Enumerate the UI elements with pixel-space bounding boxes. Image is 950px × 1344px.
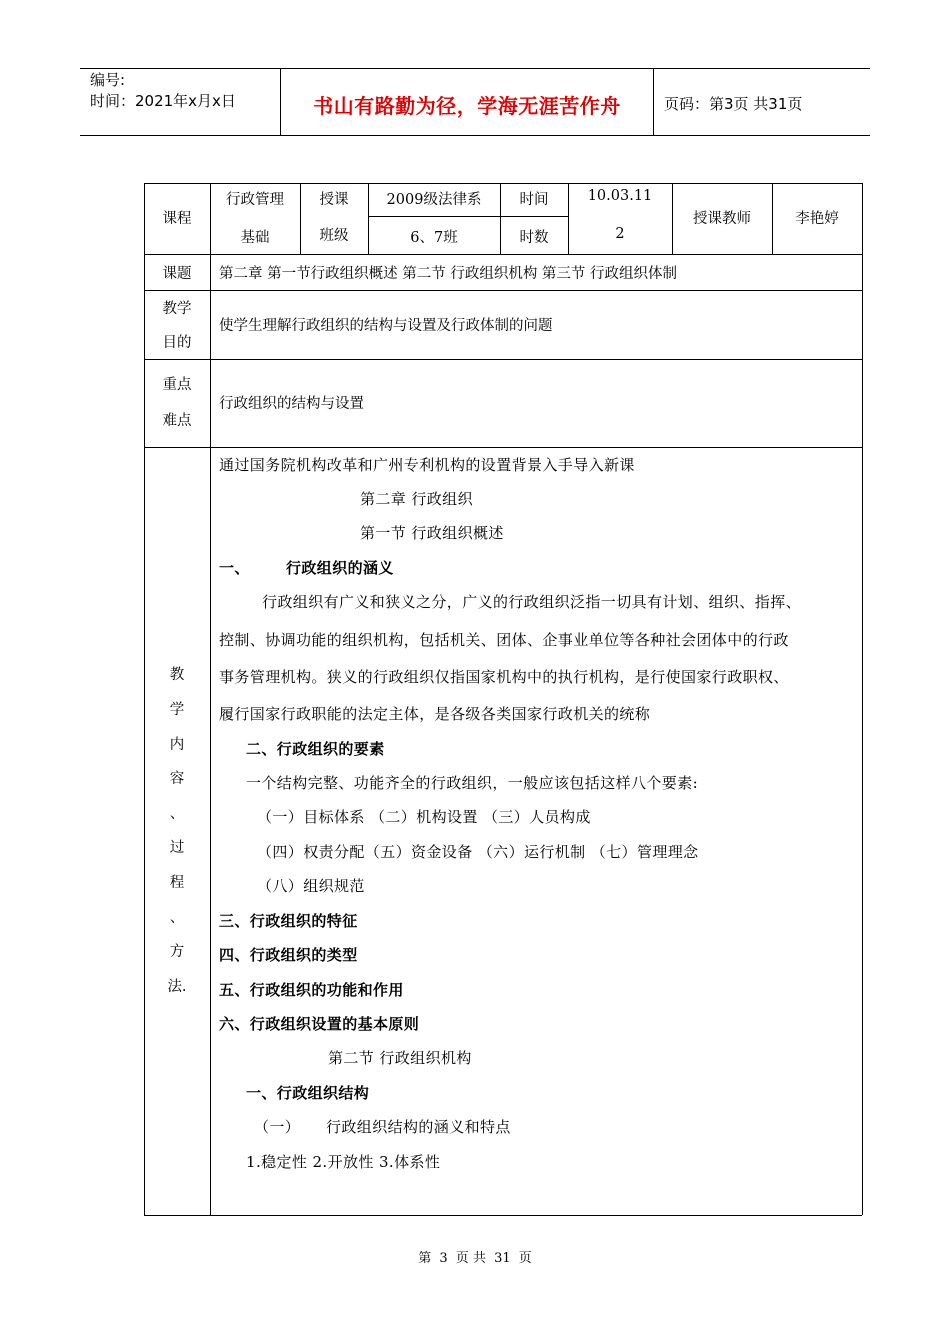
key-label-line2: 难点 xyxy=(162,413,192,429)
class-label-line1: 授课 xyxy=(319,192,349,208)
table-row-line xyxy=(144,290,862,291)
hours-label: 时数 xyxy=(519,230,549,246)
class-value-line1: 2009级法律系 xyxy=(386,192,482,208)
header-divider-right xyxy=(653,69,654,135)
teacher-name: 李艳婷 xyxy=(795,211,839,227)
paragraph-line: 行政组织有广义和狭义之分，广义的行政组织泛指一切具有计划、组织、指挥、 xyxy=(262,593,802,611)
course-label: 课程 xyxy=(162,211,192,227)
section2-title: 第二节 行政组织机构 xyxy=(328,1049,472,1067)
table-border-bottom xyxy=(144,1215,862,1216)
content-label-char: 、 xyxy=(169,806,185,822)
class-label-line2: 班级 xyxy=(319,228,349,244)
table-row-line xyxy=(144,254,862,255)
section2-list: 1.稳定性 2.开放性 3.体系性 xyxy=(246,1153,441,1171)
header-page-info: 页码：第3页 共31页 xyxy=(664,95,803,113)
topic-value: 第二章 第一节行政组织概述 第二节 行政组织机构 第三节 行政组织体制 xyxy=(219,266,678,282)
aim-value: 使学生理解行政组织的结构与设置及行政体制的问题 xyxy=(219,318,553,334)
table-row-split-time xyxy=(368,216,568,217)
paragraph-line: 履行国家行政职能的法定主体，是各级各类国家行政机关的统称 xyxy=(219,705,651,723)
footer-page-number: 3 xyxy=(439,1251,448,1266)
heading-2: 二、行政组织的要素 xyxy=(246,740,385,758)
hours-value: 2 xyxy=(615,226,625,242)
chapter-title: 第二章 行政组织 xyxy=(360,490,473,508)
elements-line: （四）权责分配（五）资金设备 （六）运行机制 （七）管理理念 xyxy=(257,843,699,861)
content-label-char: 过 xyxy=(169,840,185,856)
topic-label: 课题 xyxy=(162,266,192,282)
content-label-char: 内 xyxy=(169,737,185,753)
table-column-line xyxy=(210,183,211,1215)
paragraph-line: 事务管理机构。狭义的行政组织仅指国家机构中的执行机构，是行使国家行政职权、 xyxy=(219,668,789,686)
section1-title: 第一节 行政组织概述 xyxy=(360,524,504,542)
heading-1-number: 一、 xyxy=(219,559,250,577)
content-label-char: 学 xyxy=(169,702,185,718)
header-divider-left xyxy=(280,69,281,135)
footer-total-pages: 31 xyxy=(494,1251,511,1266)
section2-sub-text: 行政组织结构的涵义和特点 xyxy=(326,1118,511,1136)
teacher-label: 授课教师 xyxy=(693,211,751,227)
table-row-line xyxy=(144,447,862,448)
key-label-line1: 重点 xyxy=(162,377,192,393)
intro-text: 通过国务院机构改革和广州专利机构的设置背景入手导入新课 xyxy=(219,456,635,474)
footer-suffix: 页 xyxy=(518,1251,532,1266)
content-label-char: 、 xyxy=(169,910,185,926)
paragraph-line: 控制、协调功能的组织机构，包括机关、团体、企事业单位等各种社会团体中的行政 xyxy=(219,631,789,649)
elements-intro: 一个结构完整、功能齐全的行政组织，一般应该包括这样八个要素: xyxy=(246,774,699,792)
table-border-right xyxy=(862,183,863,1215)
heading-4: 四、行政组织的类型 xyxy=(219,946,358,964)
elements-line: （一）目标体系 （二）机构设置 （三）人员构成 xyxy=(257,808,591,826)
section2-heading-1: 一、行政组织结构 xyxy=(246,1084,370,1102)
elements-line: （八）组织规范 xyxy=(257,877,365,895)
header-top-rule xyxy=(80,68,870,69)
content-label-char: 容 xyxy=(169,771,185,787)
content-label-char: 教 xyxy=(169,667,185,683)
page-footer xyxy=(0,1247,950,1266)
heading-1-text: 行政组织的涵义 xyxy=(286,559,394,577)
course-name-line1: 行政管理 xyxy=(226,192,284,208)
footer-prefix: 第 xyxy=(418,1251,432,1266)
content-label-char: 程 xyxy=(169,875,185,891)
heading-5: 五、行政组织的功能和作用 xyxy=(219,981,404,999)
time-label: 时间 xyxy=(519,192,549,208)
heading-6: 六、行政组织设置的基本原则 xyxy=(219,1015,420,1033)
content-label-char: 方 xyxy=(169,944,185,960)
footer-middle: 页 共 xyxy=(455,1251,486,1266)
key-value: 行政组织的结构与设置 xyxy=(219,396,364,412)
document-number-label: 编号: xyxy=(90,71,126,89)
table-border-top xyxy=(144,183,862,184)
aim-label-line1: 教学 xyxy=(162,301,192,317)
course-name-line2: 基础 xyxy=(240,230,270,246)
class-value-line2: 6、7班 xyxy=(410,230,458,246)
section2-sub-number: （一） xyxy=(254,1118,301,1136)
aim-label-line2: 目的 xyxy=(162,335,192,351)
header-motto: 书山有路勤为径，学海无涯苦作舟 xyxy=(313,94,621,118)
time-value: 10.03.11 xyxy=(587,188,653,204)
document-date: 时间：2021年x月x日 xyxy=(90,92,236,110)
heading-3: 三、行政组织的特征 xyxy=(219,912,358,930)
header-bottom-rule xyxy=(80,135,870,136)
content-label-char: 法. xyxy=(167,979,187,995)
table-row-line xyxy=(144,359,862,360)
